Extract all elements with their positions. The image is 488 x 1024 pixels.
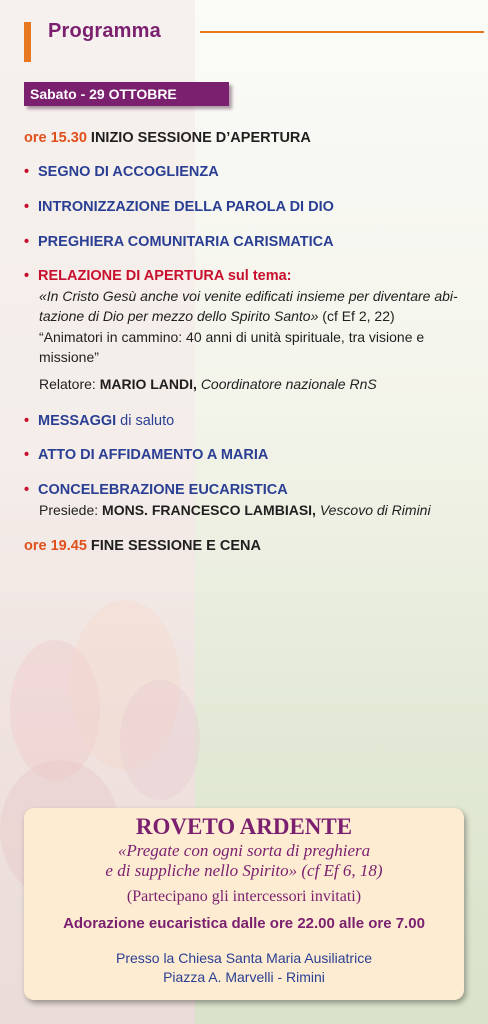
speaker-prefix: Relatore: xyxy=(39,376,100,392)
welcome-label: SEGNO DI ACCOGLIENZA xyxy=(38,164,219,180)
bullet-icon: • xyxy=(24,164,30,180)
opening-row xyxy=(24,130,311,146)
speaker-role: Coordinatore nazionale RnS xyxy=(200,376,377,392)
roveto-title: ROVETO ARDENTE xyxy=(135,814,353,839)
consecration-label: ATTO DI AFFIDAMENTO A MARIA xyxy=(38,447,269,463)
enthronement-label: INTRONIZZAZIONE DELLA PAROLA DI DIO xyxy=(38,199,334,215)
date-tag: Sabato - 29 OTTOBRE xyxy=(24,82,229,106)
list-item xyxy=(24,413,174,429)
relazione-subtitle-line2: missione” xyxy=(39,349,99,365)
speaker-name: MARIO LANDI, xyxy=(99,376,197,392)
presider-name: MONS. FRANCESCO LAMBIASI, xyxy=(102,502,316,518)
mass-presider xyxy=(39,502,431,518)
roveto-adoration: Adorazione eucaristica dalle ore 22.00 alle ore 7.00 xyxy=(63,915,425,932)
prayer-label: PREGHIERA COMUNITARIA CARISMATICA xyxy=(38,234,334,250)
presider-role: Vescovo di Rimini xyxy=(319,502,431,518)
decorative-blob xyxy=(120,680,200,800)
list-item xyxy=(24,447,268,463)
bullet-icon: • xyxy=(24,199,30,215)
relazione-quote-line1: «In Cristo Gesù anche voi venite edificati insieme per diventare abi- xyxy=(39,288,458,304)
opening-label: INIZIO SESSIONE D’APERTURA xyxy=(90,130,311,146)
list-item xyxy=(24,199,334,215)
header-rule xyxy=(200,31,484,33)
roveto-quote-line1: «Pregate con ogni sorta di preghiera xyxy=(117,841,371,860)
page-title: Programma xyxy=(48,20,161,42)
bullet-icon: • xyxy=(24,268,30,284)
relazione-quote-line2 xyxy=(39,308,395,324)
roveto-note: (Partecipano gli intercessori invitati) xyxy=(126,888,362,905)
bullet-icon: • xyxy=(24,447,30,463)
roveto-place-line2: Piazza A. Marvelli - Rimini xyxy=(163,969,325,985)
list-item xyxy=(24,268,292,284)
roveto-ardente-box xyxy=(24,808,464,1000)
roveto-quote-line2: e di suppliche nello Spirito» (cf Ef 6, 18) xyxy=(105,861,383,880)
relazione-title: RELAZIONE DI APERTURA sul tema: xyxy=(38,268,292,284)
closing-row xyxy=(24,538,261,554)
relazione-quote-ref: (cf Ef 2, 22) xyxy=(318,308,395,324)
relazione-quote-text: tazione di Dio per mezzo dello Spirito Santo» xyxy=(39,308,319,324)
header-accent-bar xyxy=(24,22,31,62)
mass-title: CONCELEBRAZIONE EUCARISTICA xyxy=(38,482,288,498)
bullet-icon: • xyxy=(24,482,30,498)
list-item xyxy=(24,234,334,250)
closing-time: ore 19.45 xyxy=(24,538,87,554)
list-item xyxy=(24,164,219,180)
closing-label: FINE SESSIONE E CENA xyxy=(90,538,261,554)
presider-prefix: Presiede: xyxy=(39,502,103,518)
roveto-place-line1: Presso la Chiesa Santa Maria Ausiliatrice xyxy=(115,950,372,966)
bullet-icon: • xyxy=(24,413,30,429)
opening-time: ore 15.30 xyxy=(24,130,87,146)
relazione-subtitle-line1: “Animatori in cammino: 40 anni di unità spirituale, tra visione e xyxy=(39,329,425,345)
relazione-speaker xyxy=(39,376,377,392)
greetings-bold: MESSAGGI xyxy=(38,413,117,429)
list-item xyxy=(24,482,288,498)
bullet-icon: • xyxy=(24,234,30,250)
greetings-rest: di saluto xyxy=(116,413,175,429)
